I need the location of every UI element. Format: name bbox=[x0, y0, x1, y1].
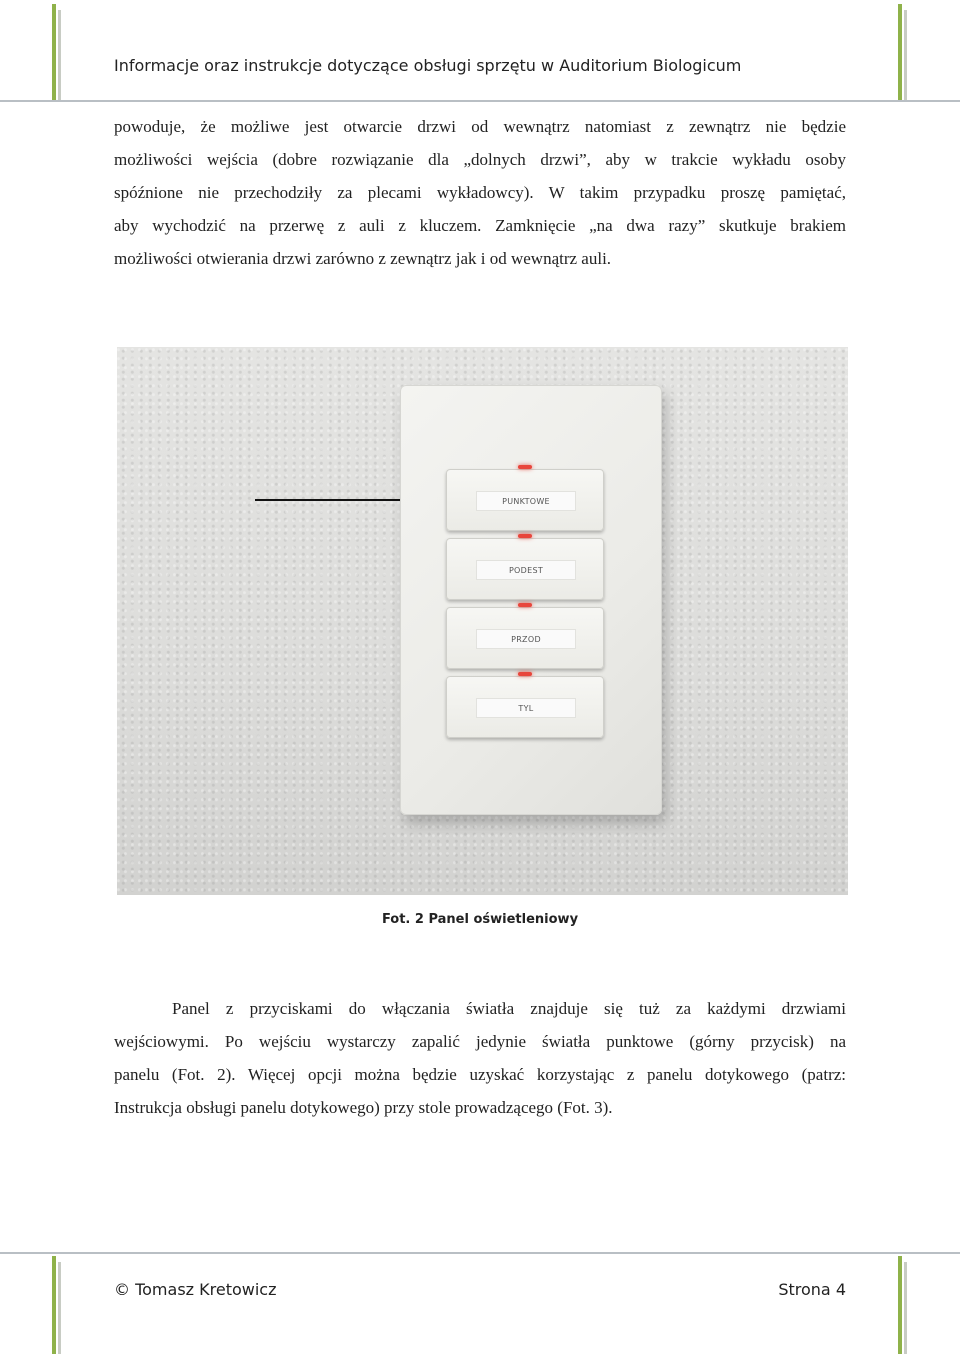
header-deco-bar-left bbox=[52, 4, 56, 100]
footer-deco-bar-right-shadow bbox=[904, 1262, 907, 1354]
text-line: możliwości wejścia (dobre rozwiązanie dla „dolnych drzwi”, aby w trakcie wykładu osoby bbox=[114, 150, 846, 169]
header-title: Informacje oraz instrukcje dotyczące obsługi sprzętu w Auditorium Biologicum bbox=[114, 56, 742, 75]
text-line: Instrukcja obsługi panelu dotykowego) przy stole prowadzącego (Fot. 3). bbox=[114, 1098, 613, 1117]
led-indicator bbox=[518, 534, 532, 538]
button-tyl bbox=[446, 676, 604, 738]
led-indicator bbox=[518, 465, 532, 469]
button-label: PRZOD bbox=[476, 629, 576, 649]
text-line: Panel z przyciskami do włączania światła znajduje się tuż za każdymi drzwiami bbox=[172, 999, 846, 1018]
text-line: możliwości otwierania drzwi zarówno z zewnątrz jak i od wewnątrz auli. bbox=[114, 249, 612, 268]
header-rule bbox=[0, 100, 960, 102]
footer-deco-bar-left bbox=[52, 1256, 56, 1354]
button-label: PODEST bbox=[476, 560, 576, 580]
switch-plate bbox=[400, 385, 662, 815]
footer-rule bbox=[0, 1252, 960, 1254]
figure-caption: Fot. 2 Panel oświetleniowy bbox=[381, 912, 579, 927]
text-line: panelu (Fot. 2). Więcej opcji można będzie uzyskać korzystając z panelu dotykowego (patrz: bbox=[114, 1065, 846, 1084]
footer-deco-bar-right bbox=[898, 1256, 902, 1354]
button-label: PUNKTOWE bbox=[476, 491, 576, 511]
text-line: spóźnione nie przechodziły za plecami wykładowcy). W takim przypadku proszę pamiętać, bbox=[114, 183, 846, 202]
button-podest bbox=[446, 538, 604, 600]
paragraph-panel-info bbox=[114, 992, 846, 1124]
button-label: TYL bbox=[476, 698, 576, 718]
text-line: aby wychodzić na przerwę z auli z kluczem. Zamknięcie „na dwa razy” skutkuje brakiem bbox=[114, 216, 846, 235]
lighting-panel-photo bbox=[117, 347, 848, 895]
paragraph-door-info bbox=[114, 110, 846, 275]
header-deco-bar-right-shadow bbox=[904, 10, 907, 102]
led-indicator bbox=[518, 603, 532, 607]
button-przod bbox=[446, 607, 604, 669]
footer-page-number: Strona 4 bbox=[778, 1280, 846, 1299]
header-deco-bar-right bbox=[898, 4, 902, 100]
text-line: wejściowymi. Po wejściu wystarczy zapalić jedynie światła punktowe (górny przycisk) na bbox=[114, 1032, 846, 1051]
header-deco-bar-left-shadow bbox=[58, 10, 61, 102]
button-punktowe bbox=[446, 469, 604, 531]
led-indicator bbox=[518, 672, 532, 676]
footer-author: © Tomasz Kretowicz bbox=[114, 1280, 277, 1299]
footer-deco-bar-left-shadow bbox=[58, 1262, 61, 1354]
text-line: powoduje, że możliwe jest otwarcie drzwi od wewnątrz natomiast z zewnątrz nie będzie bbox=[114, 117, 846, 136]
